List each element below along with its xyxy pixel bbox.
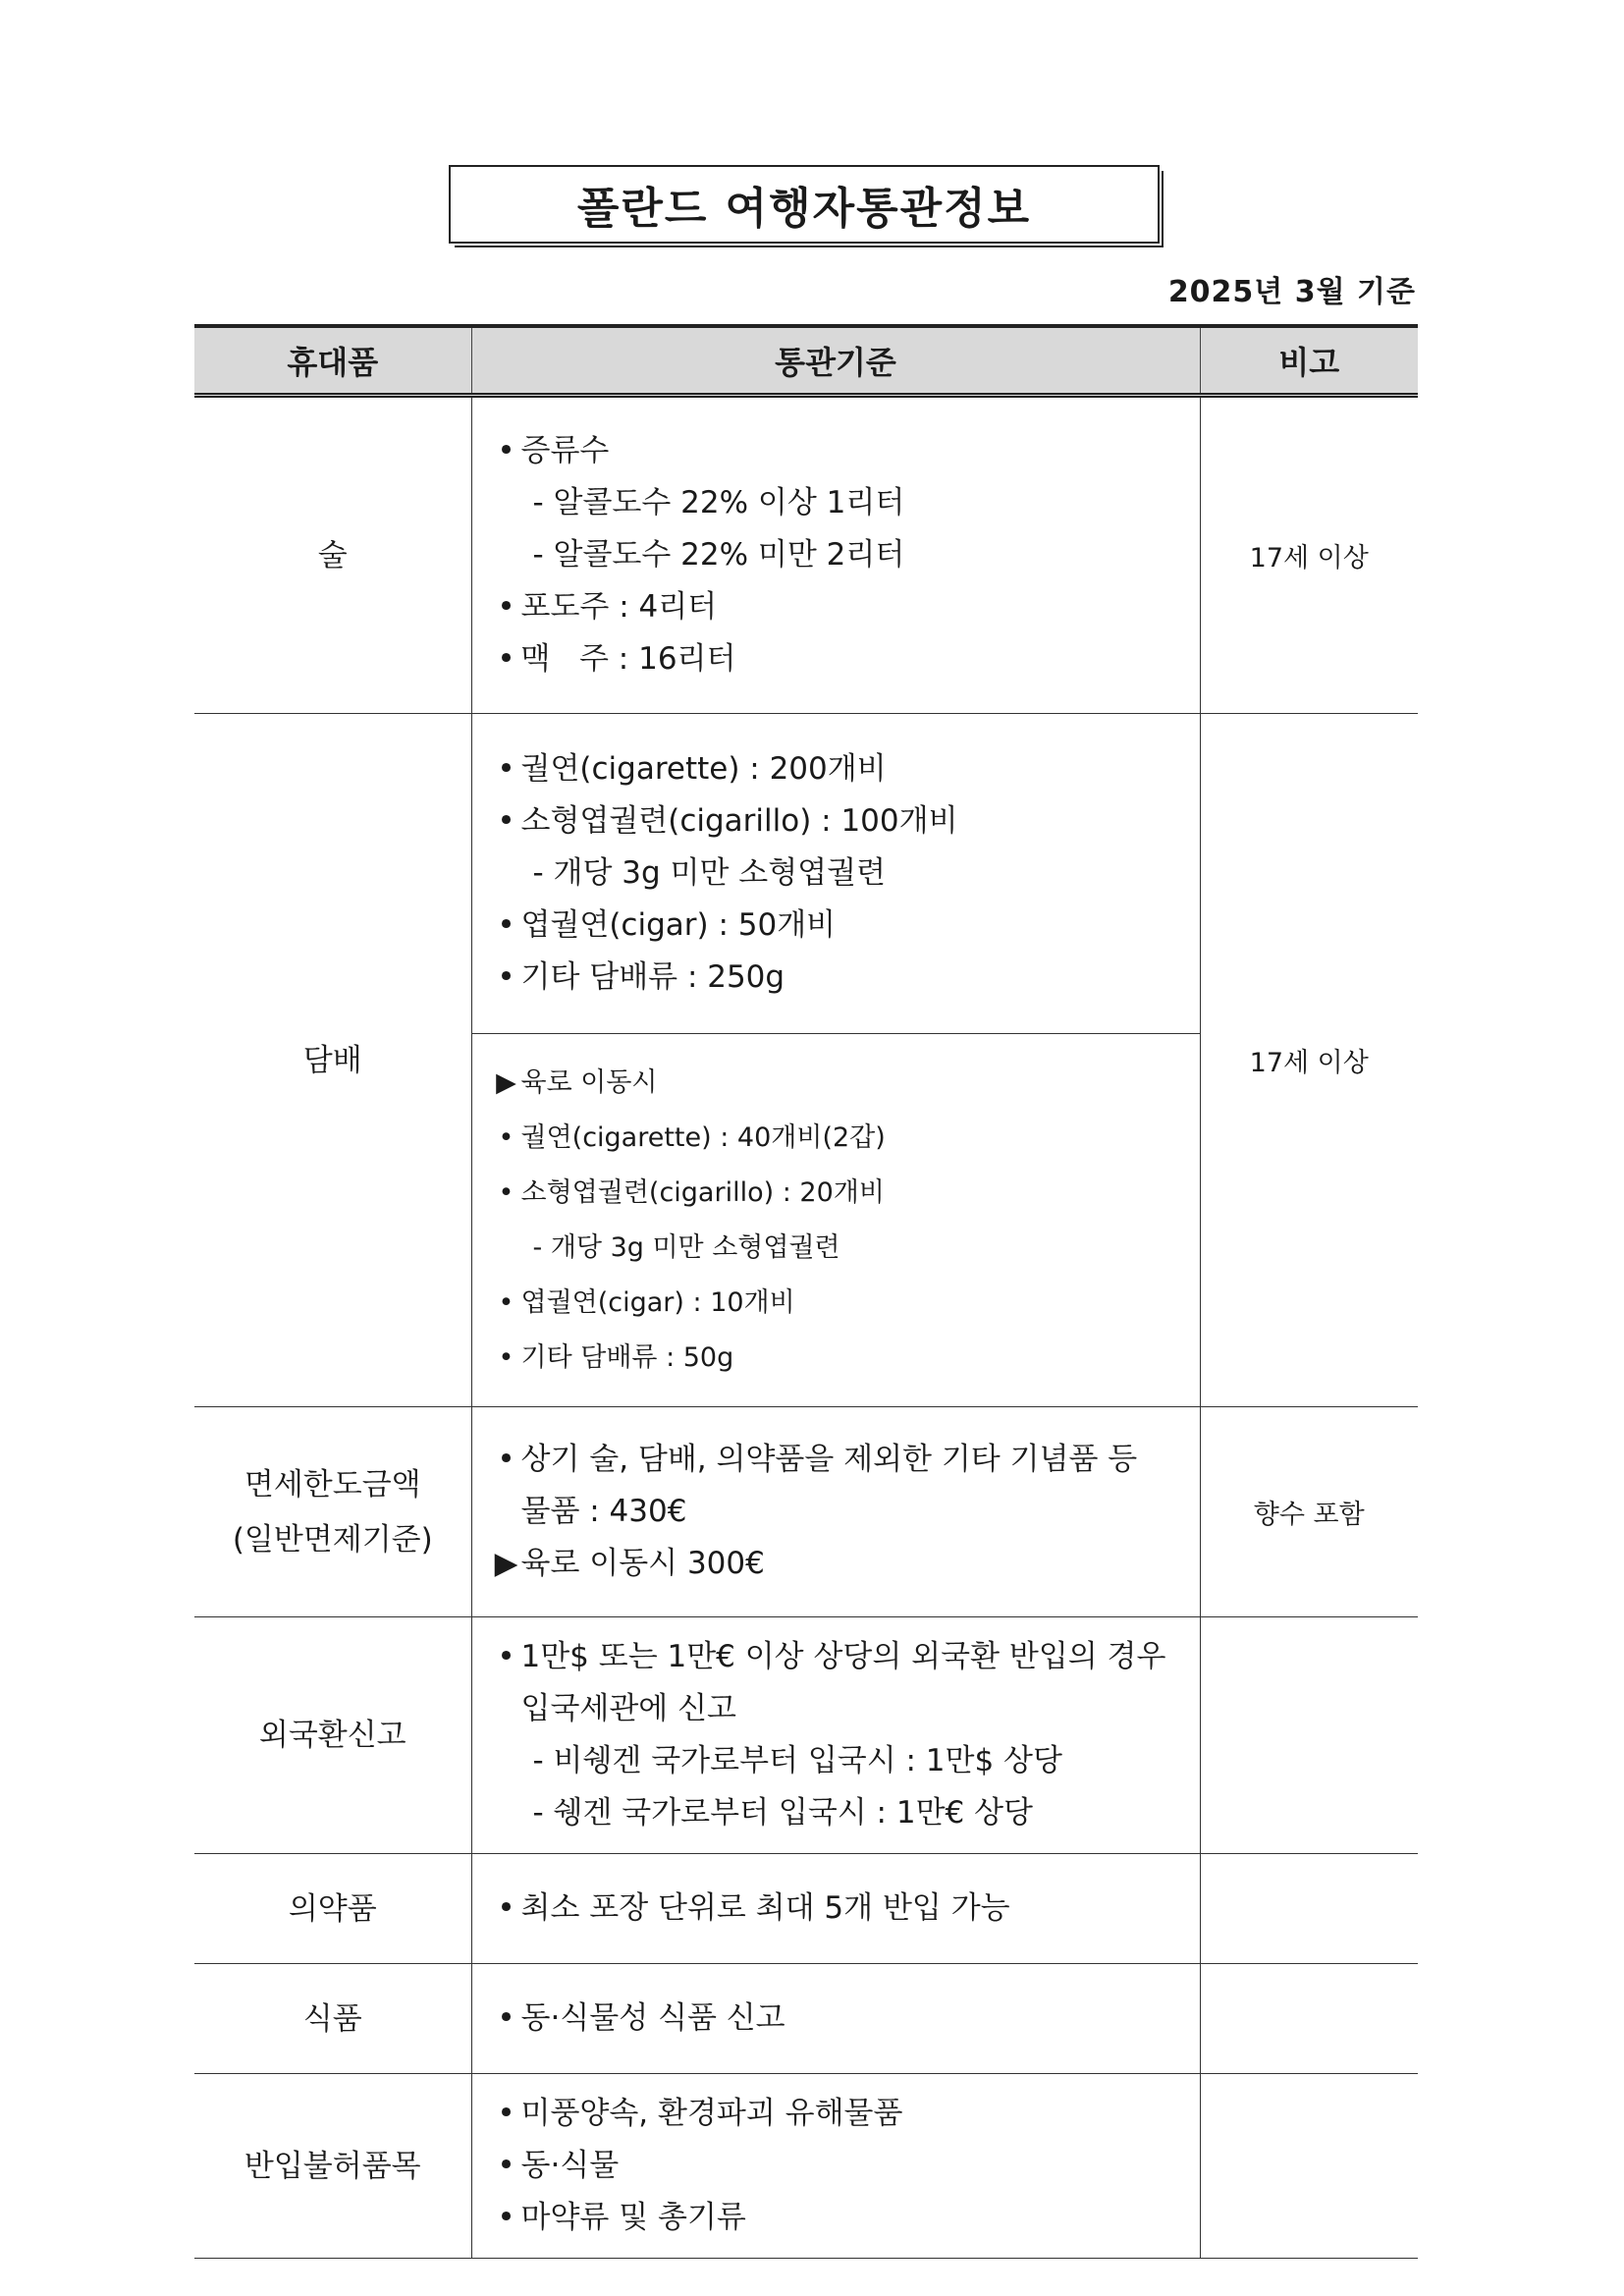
item-currency: 외국환신고	[194, 1617, 471, 1854]
criteria-line: • 동·식물	[492, 2140, 1192, 2192]
bullet-marker: •	[497, 1639, 515, 1674]
criteria-line: • 맥 주 : 16리터	[492, 633, 1192, 685]
criteria-line: • 상기 술, 담배, 의약품을 제외한 기타 기념품 등	[492, 1434, 1192, 1486]
bullet-marker: •	[497, 1890, 515, 1926]
header-note: 비고	[1200, 326, 1418, 396]
bullet-marker: •	[498, 1121, 514, 1153]
note-prohibited	[1200, 2074, 1418, 2259]
criteria-line: • 엽궐연(cigar) : 10개비	[492, 1276, 1192, 1331]
criteria-line: • 기타 담배류 : 250g	[492, 952, 1192, 1004]
note-currency	[1200, 1617, 1418, 1854]
criteria-line: • 포도주 : 4리터	[492, 581, 1192, 633]
criteria-line: - 쉥겐 국가로부터 입국시 : 1만€ 상당	[532, 1795, 1033, 1831]
criteria-line: • 마약류 및 총기류	[492, 2192, 1192, 2244]
customs-table	[194, 324, 1418, 2259]
note-duty-free: 향수 포함	[1200, 1407, 1418, 1617]
bullet-marker: •	[497, 641, 515, 677]
criteria-tobacco-general	[471, 714, 1200, 1034]
item-duty-free	[194, 1407, 471, 1617]
bullet-marker: •	[497, 433, 515, 468]
bullet-marker: •	[498, 1341, 514, 1373]
bullet-marker: •	[497, 751, 515, 787]
note-medicine	[1200, 1854, 1418, 1964]
bullet-marker: •	[497, 589, 515, 625]
criteria-line: • 소형엽궐련(cigarillo) : 100개비	[492, 795, 1192, 847]
criteria-line: - 알콜도수 22% 이상 1리터	[532, 485, 905, 520]
item-duty-free-line1: 면세한도금액	[244, 1466, 421, 1503]
item-medicine: 의약품	[194, 1854, 471, 1964]
header-criteria: 통관기준	[471, 326, 1200, 396]
bullet-marker: •	[497, 959, 515, 995]
criteria-food	[471, 1964, 1200, 2074]
bullet-marker: •	[497, 1442, 515, 1477]
criteria-duty-free	[471, 1407, 1200, 1617]
criteria-currency	[471, 1617, 1200, 1854]
criteria-line: - 개당 3g 미만 소형엽궐련	[532, 855, 887, 891]
criteria-line: 물품 : 430€	[520, 1494, 687, 1529]
note-alcohol: 17세 이상	[1200, 396, 1418, 714]
criteria-line: • 궐연(cigarette) : 40개비(2갑)	[492, 1111, 1192, 1166]
row-medicine	[194, 1854, 1418, 1964]
criteria-line: • 1만$ 또는 1만€ 이상 상당의 외국환 반입의 경우	[492, 1631, 1192, 1683]
note-food	[1200, 1964, 1418, 2074]
criteria-line: • 기타 담배류 : 50g	[492, 1331, 1192, 1386]
criteria-line: ▶ 육로 이동시	[492, 1056, 1192, 1111]
item-tobacco: 담배	[194, 714, 471, 1407]
note-tobacco: 17세 이상	[1200, 714, 1418, 1407]
row-prohibited	[194, 2074, 1418, 2259]
header-item: 휴대품	[194, 326, 471, 396]
bullet-marker: •	[497, 2148, 515, 2183]
row-tobacco	[194, 714, 1418, 1034]
bullet-marker: •	[497, 2000, 515, 2036]
bullet-marker: •	[497, 803, 515, 839]
criteria-line: - 비쉥겐 국가로부터 입국시 : 1만$ 상당	[532, 1743, 1062, 1778]
arrow-marker: ▶	[496, 1066, 516, 1098]
criteria-alcohol	[471, 396, 1200, 714]
row-currency	[194, 1617, 1418, 1854]
item-duty-free-line2: (일반면제기준)	[232, 1521, 433, 1558]
arrow-marker: ▶	[494, 1546, 518, 1581]
item-alcohol: 술	[194, 396, 471, 714]
bullet-marker: •	[497, 907, 515, 943]
bullet-marker: •	[498, 1286, 514, 1318]
criteria-line: • 증류수	[492, 425, 1192, 477]
criteria-line: - 알콜도수 22% 미만 2리터	[532, 537, 905, 573]
date-basis: 2025년 3월 기준	[1167, 275, 1416, 309]
criteria-line: • 동·식물성 식품 신고	[492, 1993, 1192, 2045]
criteria-line: • 궐연(cigarette) : 200개비	[492, 743, 1192, 795]
criteria-line: - 개당 3g 미만 소형엽궐련	[532, 1231, 840, 1263]
criteria-line: • 최소 포장 단위로 최대 5개 반입 가능	[492, 1883, 1192, 1935]
row-food	[194, 1964, 1418, 2074]
header-row	[194, 326, 1418, 396]
criteria-line: ▶ 육로 이동시 300€	[492, 1538, 1192, 1590]
item-prohibited: 반입불허품목	[194, 2074, 471, 2259]
criteria-line: • 소형엽궐련(cigarillo) : 20개비	[492, 1166, 1192, 1221]
document-title	[449, 165, 1160, 244]
criteria-tobacco-land	[471, 1034, 1200, 1407]
bullet-marker: •	[498, 1176, 514, 1208]
row-duty-free	[194, 1407, 1418, 1617]
criteria-prohibited	[471, 2074, 1200, 2259]
bullet-marker: •	[497, 2200, 515, 2235]
row-alcohol	[194, 396, 1418, 714]
document-title-text: 폴란드 여행자통관정보	[576, 184, 1032, 234]
bullet-marker: •	[497, 2096, 515, 2131]
criteria-line: • 미풍양속, 환경파괴 유해물품	[492, 2088, 1192, 2140]
item-food: 식품	[194, 1964, 471, 2074]
criteria-line: 입국세관에 신고	[520, 1691, 736, 1726]
criteria-line: • 엽궐연(cigar) : 50개비	[492, 900, 1192, 952]
criteria-medicine	[471, 1854, 1200, 1964]
